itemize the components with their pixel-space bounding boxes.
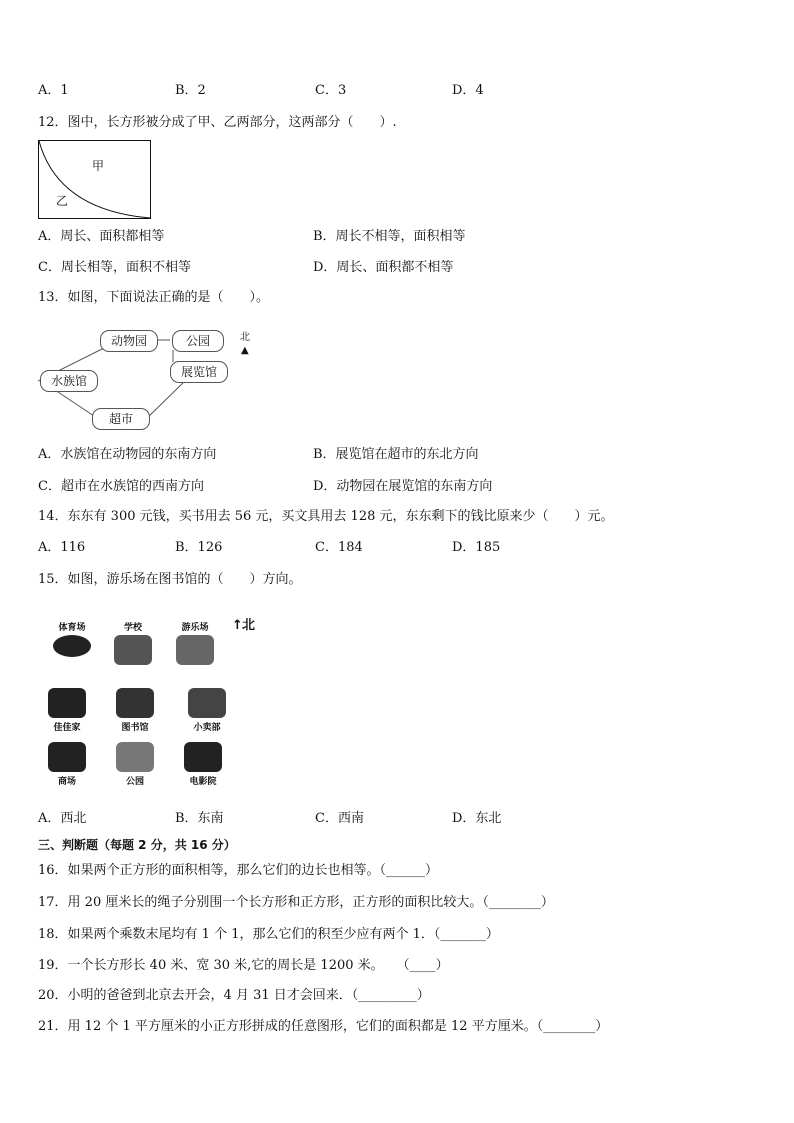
north-label: 北 bbox=[240, 332, 250, 343]
place-zoo: 动物园 bbox=[100, 330, 158, 352]
q12-stem: 12．图中，长方形被分成了甲、乙两部分，这两部分（ ）. bbox=[38, 115, 397, 130]
place-market: 超市 bbox=[92, 408, 150, 430]
q13-stem: 13．如图，下面说法正确的是（ ）。 bbox=[38, 290, 270, 305]
q12-option-a: A．周长、面积都相等 bbox=[38, 229, 165, 244]
label-jia: 甲 bbox=[92, 159, 105, 173]
q11-option-c: C．3 bbox=[315, 83, 347, 98]
north-arrow-icon: ↑ bbox=[232, 618, 243, 633]
judge-16: 16．如果两个正方形的面积相等，那么它们的边长也相等。（______） bbox=[38, 863, 439, 878]
judge-20: 20．小明的爸爸到北京去开会，4 月 31 日才会回来．（_________） bbox=[38, 988, 430, 1003]
label-yi: 乙 bbox=[56, 194, 69, 208]
map-home: 佳佳家 bbox=[40, 686, 94, 740]
q14-stem: 14．东东有 300 元钱，买书用去 56 元，买文具用去 128 元，东东剩下的钱比原来少（ ）元。 bbox=[38, 509, 614, 524]
map-shop: 小卖部 bbox=[180, 686, 234, 740]
north-arrow-icon: ▲ bbox=[241, 345, 249, 356]
q13-option-a: A．水族馆在动物园的东南方向 bbox=[38, 447, 217, 462]
map-stadium: 体育场 bbox=[45, 620, 99, 674]
q14-option-c: C．184 bbox=[315, 540, 363, 555]
q12-option-d: D．周长、面积都不相等 bbox=[313, 260, 454, 275]
section-title: 三、判断题（每题 2 分，共 16 分） bbox=[38, 838, 236, 852]
judge-19: 19．一个长方形长 40 米、宽 30 米,它的周长是 1200 米。 （____） bbox=[38, 958, 449, 973]
judge-21: 21．用 12 个 1 平方厘米的小正方形拼成的任意图形，它们的面积都是 12 平方厘米。（________） bbox=[38, 1019, 609, 1034]
q11-option-a: A．1 bbox=[38, 83, 69, 98]
q15-stem: 15．如图，游乐场在图书馆的（ ）方向。 bbox=[38, 572, 302, 587]
place-aquarium: 水族馆 bbox=[40, 370, 98, 392]
map-mall: 商场 bbox=[40, 740, 94, 794]
q15-option-c: C．西南 bbox=[315, 811, 364, 826]
q11-option-d: D．4 bbox=[452, 83, 484, 98]
place-park: 公园 bbox=[172, 330, 224, 352]
map-school: 学校 bbox=[106, 620, 160, 674]
q15-option-a: A．西北 bbox=[38, 811, 87, 826]
q15-option-d: D．东北 bbox=[452, 811, 502, 826]
map-library: 图书馆 bbox=[108, 686, 162, 740]
q15-option-b: B．东南 bbox=[175, 811, 224, 826]
judge-17: 17．用 20 厘米长的绳子分别围一个长方形和正方形，正方形的面积比较大。（________） bbox=[38, 895, 554, 910]
q12-option-c: C．周长相等，面积不相等 bbox=[38, 260, 191, 275]
place-exhibition: 展览馆 bbox=[170, 361, 228, 383]
q13-option-b: B．展览馆在超市的东北方向 bbox=[313, 447, 479, 462]
judge-18: 18．如果两个乘数末尾均有 1 个 1，那么它们的积至少应有两个 1．（_______） bbox=[38, 927, 499, 942]
q11-option-b: B．2 bbox=[175, 83, 206, 98]
q14-option-b: B．126 bbox=[175, 540, 223, 555]
q12-option-b: B．周长不相等，面积相等 bbox=[313, 229, 466, 244]
north-label-2: 北 bbox=[242, 618, 256, 633]
map-park: 公园 bbox=[108, 740, 162, 794]
map-amusement-park: 游乐场 bbox=[168, 620, 222, 674]
q14-option-a: A．116 bbox=[38, 540, 86, 555]
q13-option-d: D．动物园在展览馆的东南方向 bbox=[313, 479, 493, 494]
map-cinema: 电影院 bbox=[176, 740, 230, 794]
q14-option-d: D．185 bbox=[452, 540, 501, 555]
q13-option-c: C．超市在水族馆的西南方向 bbox=[38, 479, 204, 494]
